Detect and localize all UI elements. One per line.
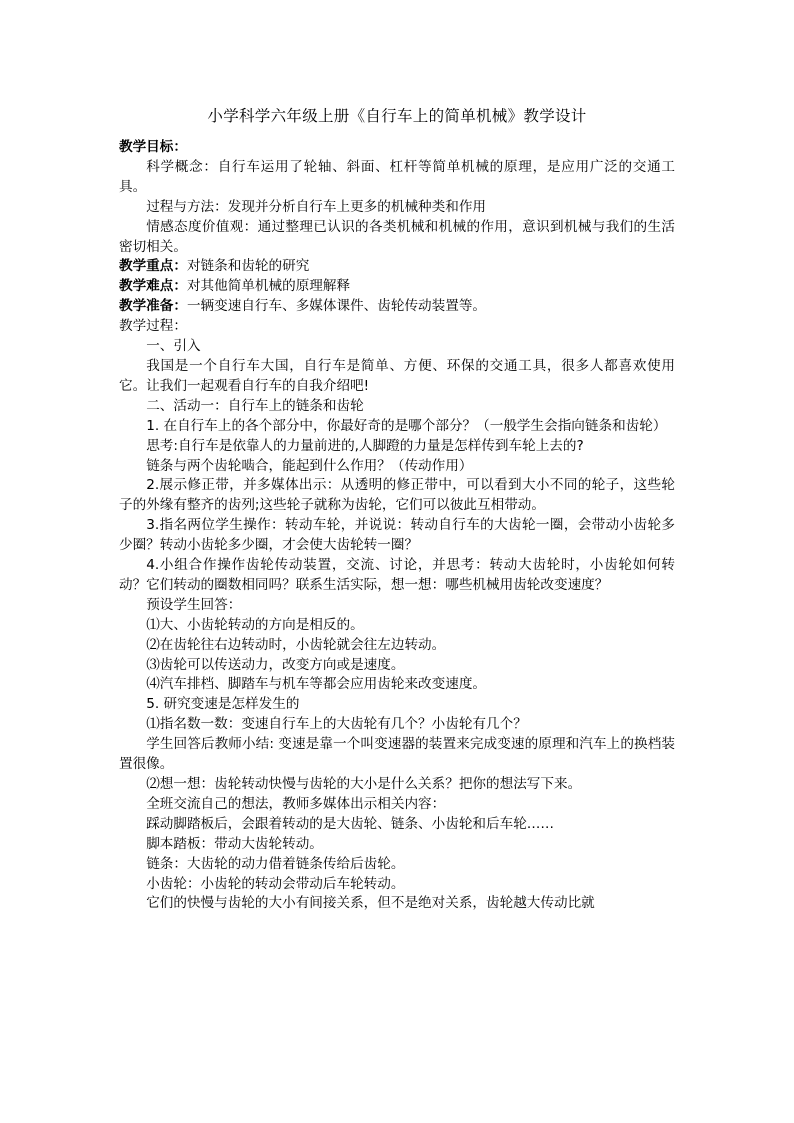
goal-process: 过程与方法：发现并分析自行车上更多的机械种类和作用 xyxy=(146,198,487,215)
s2-think: 思考:自行车是依靠人的力量前进的,人脚蹬的力量是怎样传到车轮上去的? xyxy=(146,437,584,454)
s2-question-2: ⑵想一想：齿轮转动快慢与齿轮的大小是什么关系？把你的想法写下来。 xyxy=(146,776,582,792)
document-body xyxy=(119,138,675,914)
difficulty-label: 教学难点： xyxy=(119,278,187,295)
s2-chain: 链条与两个齿轮啮合，能起到什么作用？（传动作用） xyxy=(146,457,473,474)
s2-preset: 预设学生回答： xyxy=(146,596,242,613)
difficulty xyxy=(119,277,675,297)
s2-item5: 5. 研究变速是怎样发生的 xyxy=(146,696,300,713)
preparation xyxy=(119,297,675,317)
s2-pedal: 脚本踏板：带动大齿轮转动。 xyxy=(146,835,323,852)
preparation-label: 教学准备： xyxy=(119,298,187,315)
preparation-text: 一辆变速自行车、多媒体课件、齿轮传动装置等。 xyxy=(186,298,487,315)
s2-pedal-after: 踩动脚踏板后，会跟着转动的是大齿轮、链条、小齿轮和后车轮…… xyxy=(146,815,554,832)
s2-small-gear: 小齿轮：小齿轮的转动会带动后车轮转动。 xyxy=(146,875,405,892)
key-point-label: 教学重点： xyxy=(119,258,187,275)
s2-answer-2: ⑵在齿轮往右边转动时，小齿轮就会往左边转动。 xyxy=(146,636,446,653)
goals-heading: 教学目标： xyxy=(119,139,187,155)
goal-attitude: 情感态度价值观：通过整理已认识的各类机械和机械的作用，意识到机械与我们的生活密切相关。 xyxy=(119,218,675,255)
goal-concept: 科学概念：自行车运用了轮轴、斜面、杠杆等简单机械的原理，是应用广泛的交通工具。 xyxy=(119,158,675,195)
document-title: 小学科学六年级上册《自行车上的简单机械》教学设计 xyxy=(207,107,587,125)
s2-answer-1: ⑴大、小齿轮转动的方向是相反的。 xyxy=(146,616,364,633)
s2-item2: 2.展示修正带，并多媒体出示：从透明的修正带中，可以看到大小不同的轮子，这些轮子的外缘有整齐的齿列;这些轮子就称为齿轮，它们可以彼此互相带动。 xyxy=(119,477,675,514)
s2-last-line: 它们的快慢与齿轮的大小有间接关系，但不是绝对关系，齿轮越大传动比就 xyxy=(146,895,595,912)
key-point xyxy=(119,257,675,277)
s2-exchange: 全班交流自己的想法，教师多媒体出示相关内容： xyxy=(146,795,446,812)
s2-item4: 4.小组合作操作齿轮传动装置，交流、讨论，并思考：转动大齿轮时，小齿轮如何转动？它们转动的圈数相同吗？联系生活实际，想一想：哪些机械用齿轮改变速度？ xyxy=(119,557,675,593)
s2-chain-2: 链条：大齿轮的动力借着链条传给后齿轮。 xyxy=(146,855,405,872)
s2-item1: 1. 在自行车上的各个部分中，你最好奇的是哪个部分？（一般学生会指向链条和齿轮） xyxy=(146,417,667,434)
difficulty-text: 对其他简单机械的原理解释 xyxy=(186,278,351,295)
s2-answer-3: ⑶齿轮可以传送动力，改变方向或是速度。 xyxy=(146,656,405,673)
section1-heading: 一、引入 xyxy=(146,338,201,355)
s2-question-1: ⑴指名数一数：变速自行车上的大齿轮有几个？小齿轮有几个？ xyxy=(146,716,527,733)
key-point-text: 对链条和齿轮的研究 xyxy=(186,258,310,275)
section2-heading: 二、活动一：自行车上的链条和齿轮 xyxy=(146,397,364,414)
s2-item3: 3.指名两位学生操作：转动车轮，并说说：转动自行车的大齿轮一圈，会带动小齿轮多少圈？转动小齿轮多少圈，才会使大齿轮转一圈？ xyxy=(119,517,675,554)
process-heading: 教学过程： xyxy=(119,318,187,335)
section1-text: 我国是一个自行车大国，自行车是简单、方便、环保的交通工具，很多人都喜欢使用它。让我们一起观看自行车的自我介绍吧! xyxy=(119,357,675,394)
s2-answer-4: ⑷汽车排档、脚踏车与机车等都会应用齿轮来改变速度。 xyxy=(146,676,487,693)
s2-summary: 学生回答后教师小结: 变速是靠一个叫变速器的装置来完成变速的原理和汽车上的换档装置很像。 xyxy=(119,736,675,773)
